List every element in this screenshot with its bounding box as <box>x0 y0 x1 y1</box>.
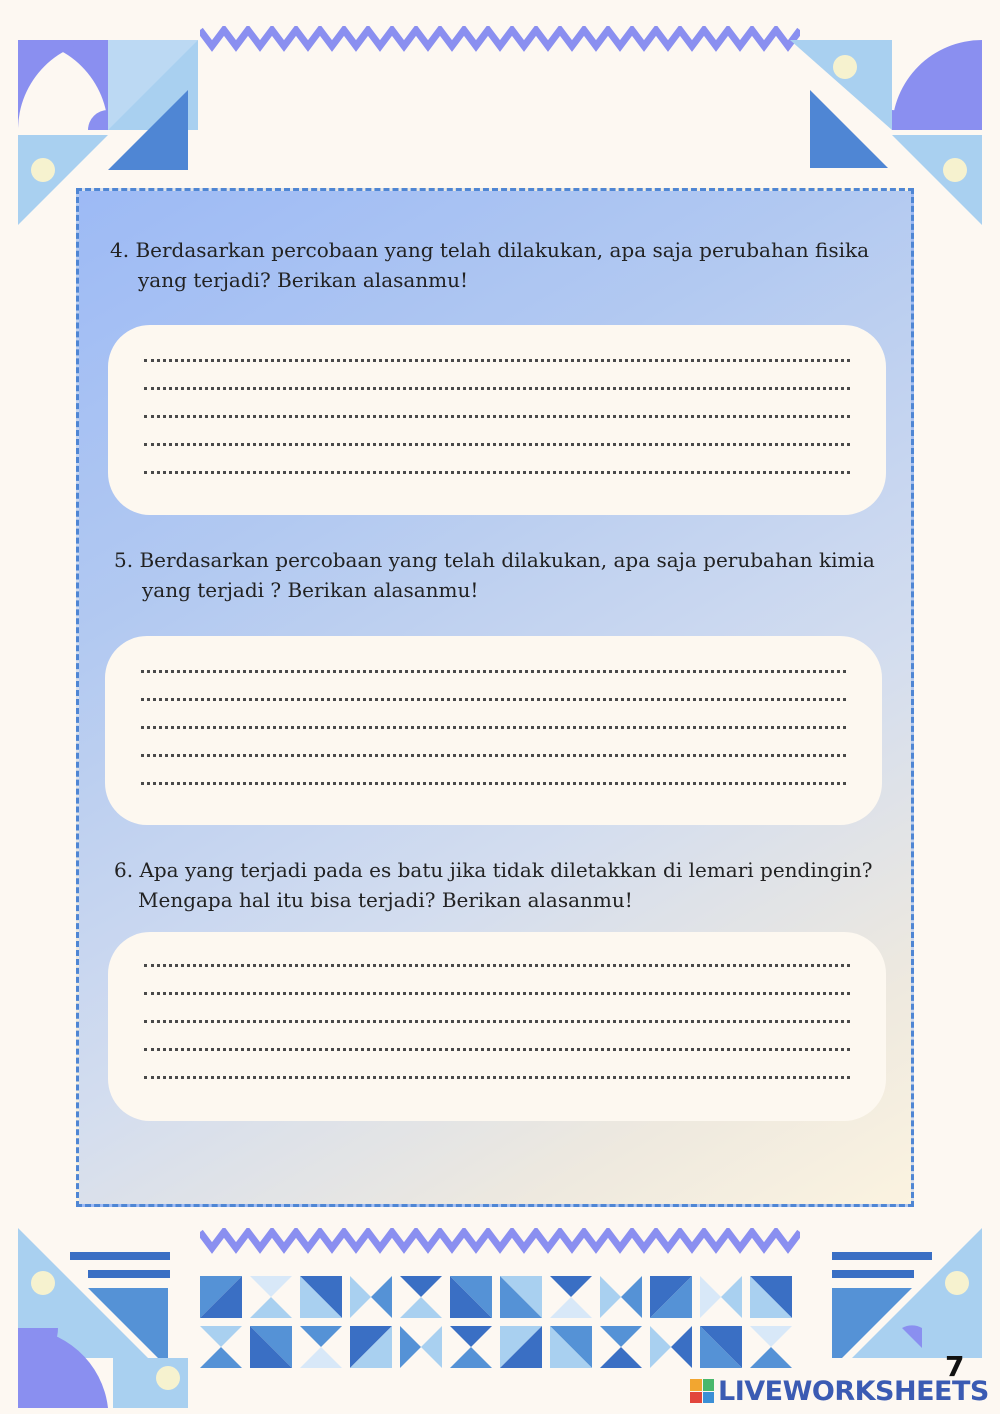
answer-line[interactable] <box>144 387 850 390</box>
question-5-line-2: yang terjadi ? Berikan alasanmu! <box>142 578 479 602</box>
answer-line[interactable] <box>144 1020 850 1023</box>
answer-line[interactable] <box>144 359 850 362</box>
answer-line[interactable] <box>144 964 850 967</box>
answer-line[interactable] <box>144 415 850 418</box>
bottom-zigzag-border <box>200 1228 800 1256</box>
bottom-right-geometric-ornament <box>792 1228 982 1358</box>
answer-box-4[interactable] <box>108 325 886 515</box>
answer-line[interactable] <box>141 698 846 701</box>
question-4-line-1: 4. Berdasarkan percobaan yang telah dilakukan, apa saja perubahan fisika <box>110 238 870 262</box>
answer-line[interactable] <box>141 754 846 757</box>
liveworksheets-logo-icon <box>690 1379 714 1403</box>
top-zigzag-border <box>200 26 800 54</box>
answer-line[interactable] <box>144 1076 850 1079</box>
answer-box-5[interactable] <box>105 636 882 825</box>
answer-line[interactable] <box>144 1048 850 1051</box>
liveworksheets-watermark <box>690 1376 989 1406</box>
question-6-line-1: 6. Apa yang terjadi pada es batu jika tidak diletakkan di lemari pendingin? <box>114 858 873 882</box>
question-6 <box>114 855 872 915</box>
answer-line[interactable] <box>141 726 846 729</box>
answer-box-6[interactable] <box>108 932 886 1121</box>
answer-line[interactable] <box>144 443 850 446</box>
brand-name: LIVEWORKSHEETS <box>718 1375 989 1407</box>
question-4-line-2: yang terjadi? Berikan alasanmu! <box>138 268 469 292</box>
bottom-left-geometric-ornament <box>18 1228 208 1408</box>
question-5 <box>114 545 875 605</box>
answer-line[interactable] <box>144 471 850 474</box>
question-6-line-2: Mengapa hal itu bisa terjadi? Berikan alasanmu! <box>138 888 633 912</box>
page-number: 7 <box>945 1350 965 1383</box>
answer-line[interactable] <box>144 992 850 995</box>
answer-line[interactable] <box>141 670 846 673</box>
question-5-line-1: 5. Berdasarkan percobaan yang telah dilakukan, apa saja perubahan kimia <box>114 548 875 572</box>
bottom-triangle-tile-pattern <box>200 1276 800 1370</box>
answer-line[interactable] <box>141 782 846 785</box>
question-4 <box>110 235 869 295</box>
